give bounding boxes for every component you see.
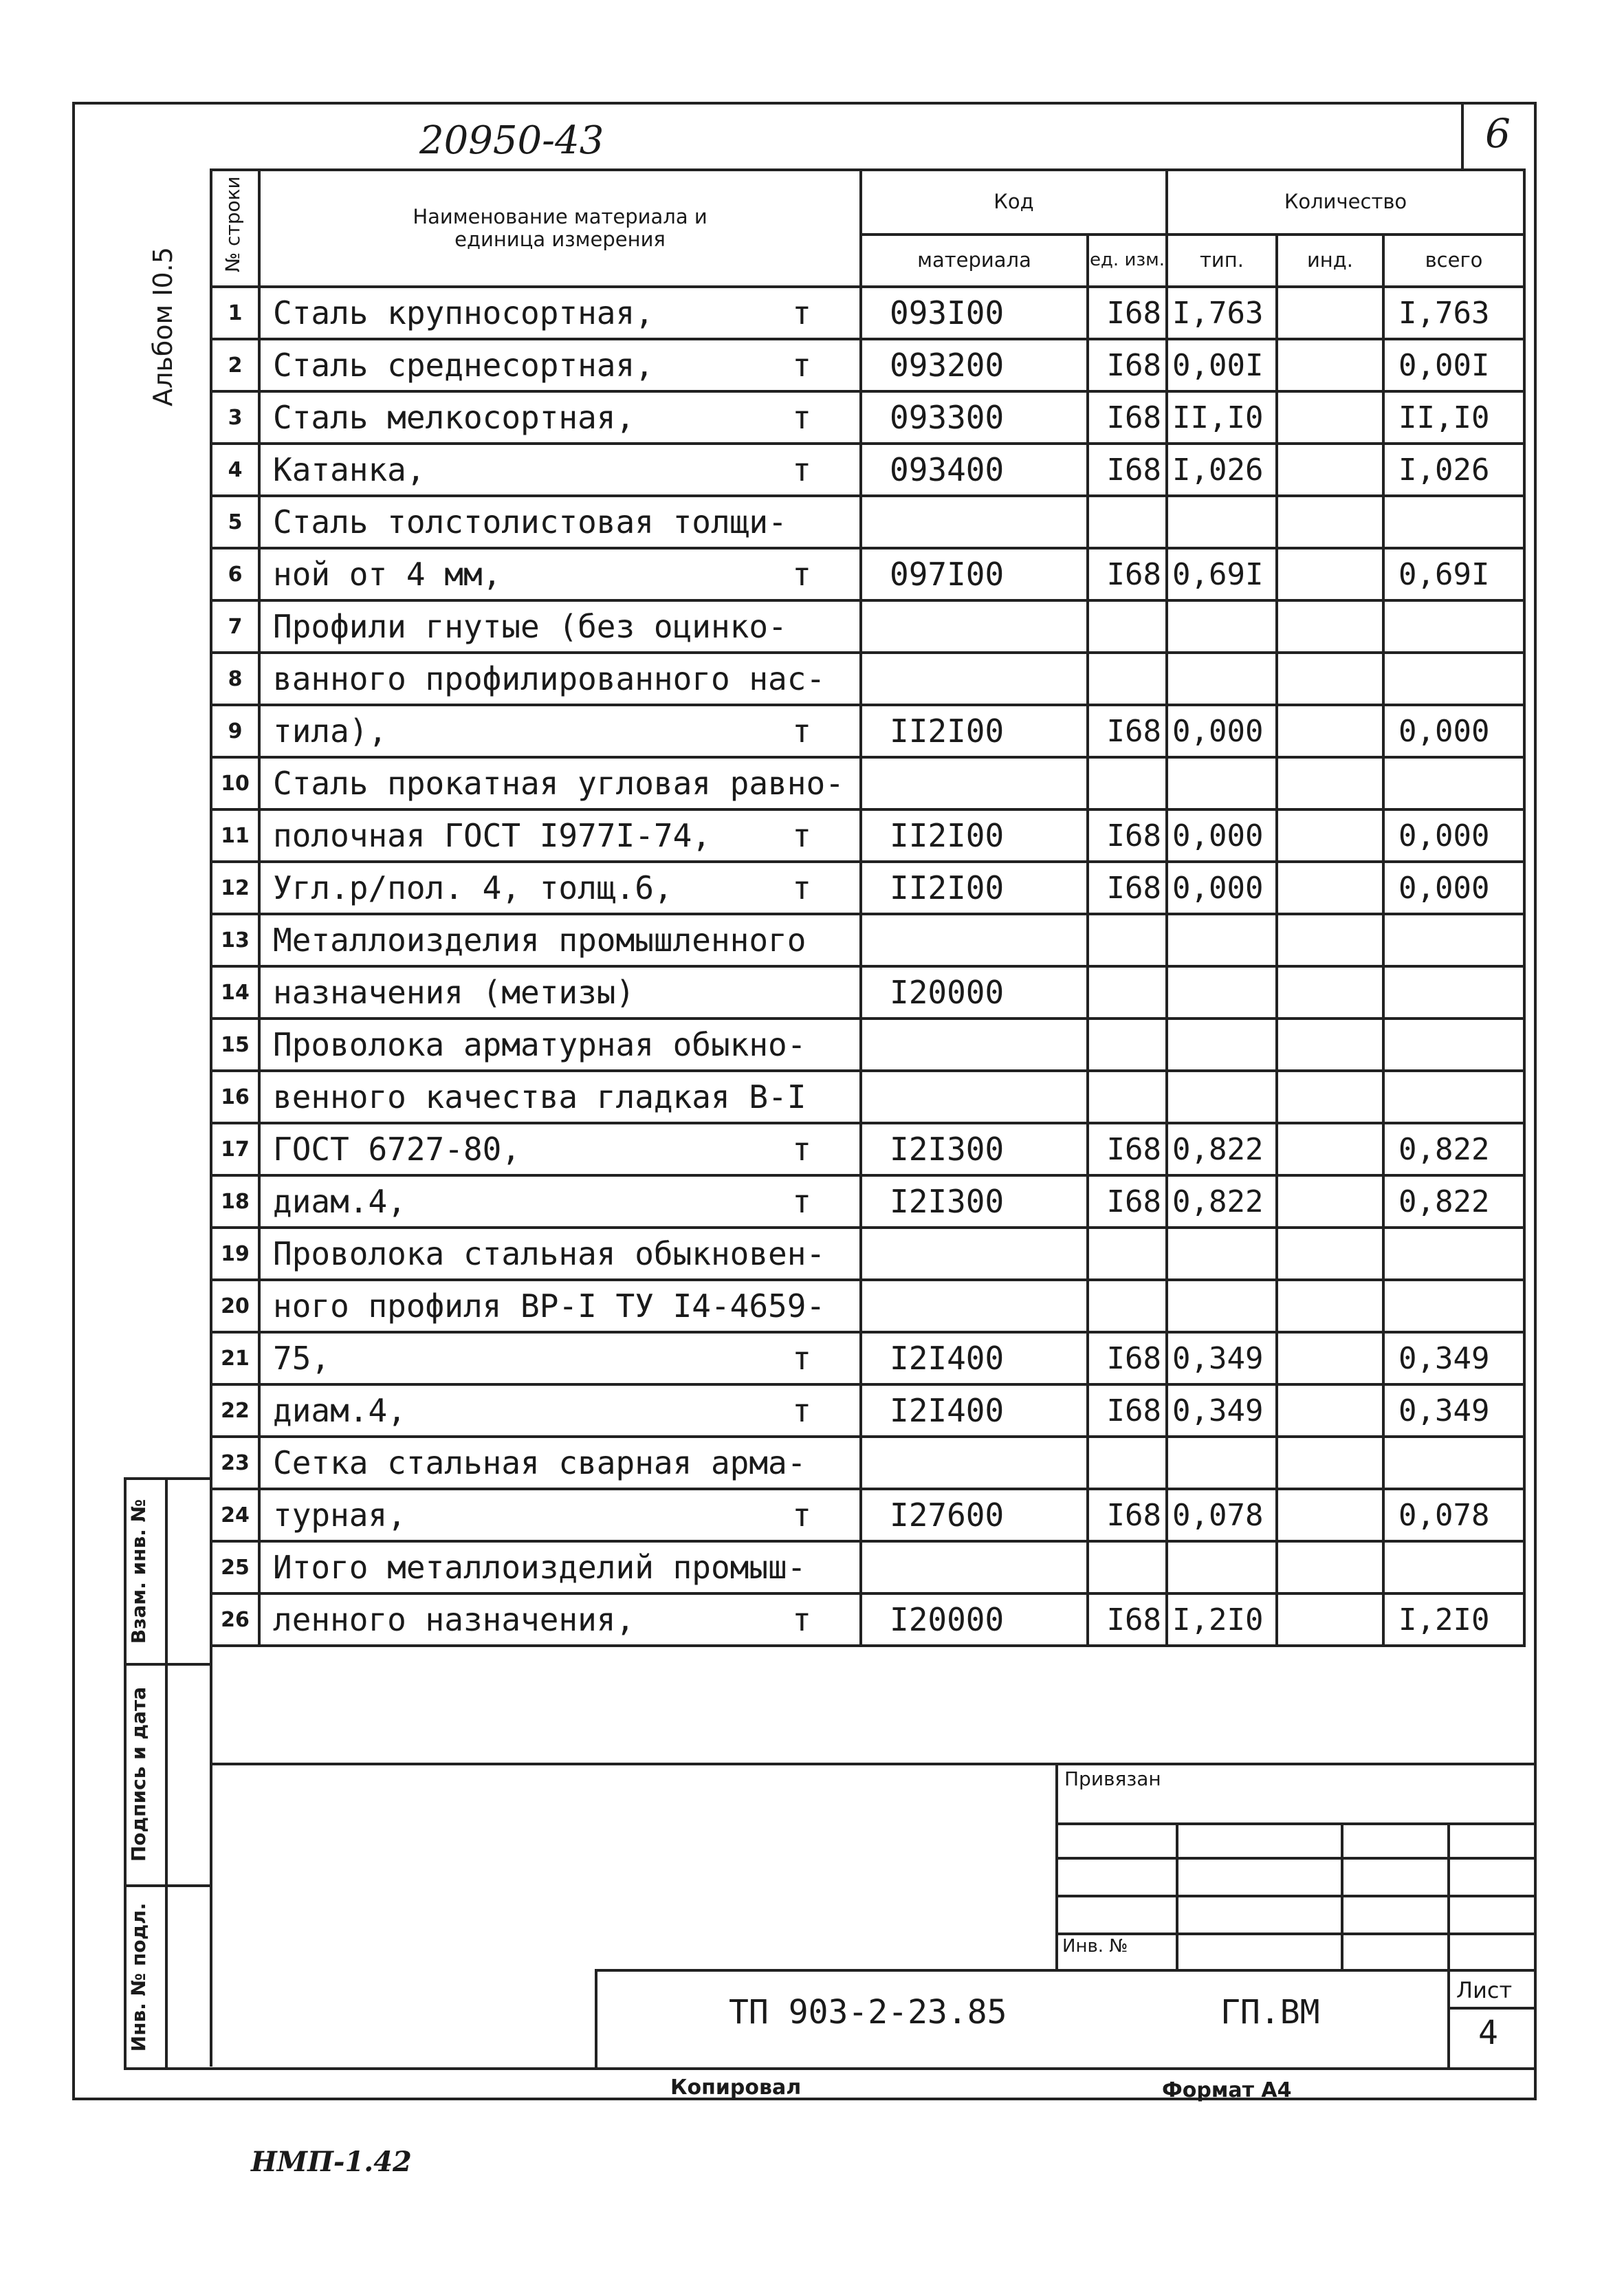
row-ind — [1277, 757, 1383, 809]
row-unit-letter: т — [792, 399, 811, 436]
row-name: Профили гнутые (без оцинко- — [273, 608, 787, 645]
row-typ — [1167, 757, 1277, 809]
row-name: Угл.р/пол. 4, толщ.6, — [273, 869, 673, 906]
row-number: 23 — [211, 1437, 259, 1489]
row-name-cell — [259, 809, 861, 862]
row-name-cell — [259, 1384, 861, 1437]
row-name-cell — [259, 391, 861, 444]
row-ind — [1277, 862, 1383, 914]
row-name: Катанка, — [273, 451, 426, 488]
row-name: Проволока арматурная обыкно- — [273, 1026, 806, 1063]
table-row — [211, 862, 1524, 914]
row-total — [1383, 1541, 1524, 1593]
row-number: 16 — [211, 1071, 259, 1123]
header-name: Наименование материала и единица измерения — [259, 170, 861, 287]
table-bottom-line — [210, 1763, 1537, 1765]
row-total: I,2I0 — [1383, 1593, 1524, 1646]
row-typ — [1167, 1019, 1277, 1071]
row-name-cell — [259, 862, 861, 914]
row-name: Сталь крупносортная, — [273, 294, 654, 331]
tb-line-1 — [1055, 1822, 1537, 1825]
row-name-cell — [259, 705, 861, 757]
page-mark-box-line — [1461, 102, 1464, 168]
row-code: 093I00 — [861, 287, 1088, 339]
row-name: ной от 4 мм, — [273, 556, 502, 593]
row-code — [861, 1228, 1088, 1280]
row-name-cell — [259, 1593, 861, 1646]
row-unit-code: I68 — [1088, 444, 1167, 496]
row-code — [861, 1019, 1088, 1071]
footer-format: Формат А4 — [1162, 2078, 1292, 2102]
tb-code: ТП 903-2-23.85 — [729, 1993, 1007, 2032]
row-name-cell — [259, 1280, 861, 1332]
row-unit-code: I68 — [1088, 339, 1167, 391]
tb-main-bottom — [210, 2067, 1537, 2070]
table-row — [211, 1384, 1524, 1437]
row-ind — [1277, 705, 1383, 757]
row-typ: 0,000 — [1167, 705, 1277, 757]
row-ind — [1277, 809, 1383, 862]
row-typ: 0,69I — [1167, 548, 1277, 600]
row-ind — [1277, 1437, 1383, 1489]
table-row — [211, 600, 1524, 653]
row-name-cell — [259, 1175, 861, 1228]
row-typ: I,2I0 — [1167, 1593, 1277, 1646]
row-name: Проволока стальная обыкновен- — [273, 1235, 826, 1272]
tb-main-top — [595, 1969, 1537, 1972]
row-total: I,026 — [1383, 444, 1524, 496]
row-total: II,I0 — [1383, 391, 1524, 444]
row-typ — [1167, 1228, 1277, 1280]
row-number: 12 — [211, 862, 259, 914]
row-total — [1383, 1437, 1524, 1489]
tb-sheet-label: Лист — [1456, 1977, 1513, 2003]
row-unit-code — [1088, 1280, 1167, 1332]
row-unit-letter: т — [792, 1131, 811, 1168]
header-code: Код — [861, 170, 1167, 235]
row-ind — [1277, 1280, 1383, 1332]
row-typ — [1167, 1437, 1277, 1489]
row-typ: II,I0 — [1167, 391, 1277, 444]
row-number: 20 — [211, 1280, 259, 1332]
row-name-cell — [259, 1437, 861, 1489]
row-name-cell — [259, 1123, 861, 1175]
row-name-cell — [259, 1332, 861, 1384]
row-name-cell — [259, 1019, 861, 1071]
row-typ: I,763 — [1167, 287, 1277, 339]
table-row — [211, 1071, 1524, 1123]
header-quantity: Количество — [1167, 170, 1524, 235]
row-name: венного качества гладкая В-I — [273, 1078, 806, 1115]
row-number: 15 — [211, 1019, 259, 1071]
row-unit-code — [1088, 1019, 1167, 1071]
row-unit-code: I68 — [1088, 1175, 1167, 1228]
row-typ: 0,349 — [1167, 1332, 1277, 1384]
tb-mark: ГП.ВМ — [1220, 1993, 1320, 2032]
table-row — [211, 1175, 1524, 1228]
row-unit-code: I68 — [1088, 548, 1167, 600]
table-row — [211, 1541, 1524, 1593]
table-row — [211, 496, 1524, 548]
row-total: 0,000 — [1383, 705, 1524, 757]
row-number: 18 — [211, 1175, 259, 1228]
row-ind — [1277, 1071, 1383, 1123]
row-code — [861, 1437, 1088, 1489]
row-typ: 0,000 — [1167, 809, 1277, 862]
stamp-inv-vzam: Взам. инв. № — [127, 1499, 150, 1644]
row-code — [861, 1071, 1088, 1123]
row-name: диам.4, — [273, 1392, 406, 1429]
row-ind — [1277, 653, 1383, 705]
page-mark: 6 — [1485, 110, 1511, 157]
row-ind — [1277, 391, 1383, 444]
row-typ: 0,00I — [1167, 339, 1277, 391]
row-total: 0,078 — [1383, 1489, 1524, 1541]
row-typ — [1167, 966, 1277, 1019]
row-name: турная, — [273, 1496, 406, 1534]
footer-bottom-note: НМП-1.42 — [251, 2146, 412, 2178]
row-code — [861, 1541, 1088, 1593]
row-unit-letter: т — [792, 451, 811, 488]
tb-line-2 — [1055, 1857, 1537, 1860]
row-code: II2I00 — [861, 809, 1088, 862]
stamp-left-line — [124, 1477, 127, 2067]
table-row — [211, 757, 1524, 809]
row-total: 0,349 — [1383, 1332, 1524, 1384]
row-name: Сталь среднесортная, — [273, 347, 654, 384]
row-ind — [1277, 339, 1383, 391]
row-typ: 0,349 — [1167, 1384, 1277, 1437]
row-total — [1383, 1228, 1524, 1280]
row-unit-letter: т — [792, 556, 811, 593]
row-name-cell — [259, 1228, 861, 1280]
row-unit-code — [1088, 966, 1167, 1019]
table-row — [211, 809, 1524, 862]
row-typ — [1167, 914, 1277, 966]
row-code: I2I400 — [861, 1384, 1088, 1437]
row-code: I2I300 — [861, 1175, 1088, 1228]
row-unit-code — [1088, 600, 1167, 653]
row-number: 1 — [211, 287, 259, 339]
tb-main-left — [595, 1969, 597, 2067]
row-number: 6 — [211, 548, 259, 600]
header-total: всего — [1383, 235, 1524, 287]
row-unit-code — [1088, 1228, 1167, 1280]
table-row — [211, 391, 1524, 444]
row-name: тила), — [273, 712, 388, 750]
row-ind — [1277, 287, 1383, 339]
row-ind — [1277, 496, 1383, 548]
stamp-inv-podl: Инв. № подл. — [127, 1902, 150, 2052]
row-name-cell — [259, 339, 861, 391]
row-unit-letter: т — [792, 817, 811, 854]
tb-col-1 — [1176, 1822, 1178, 1970]
tb-sheet-div — [1447, 2007, 1537, 2010]
table-row — [211, 1123, 1524, 1175]
row-code — [861, 1280, 1088, 1332]
row-ind — [1277, 1123, 1383, 1175]
row-code: I27600 — [861, 1489, 1088, 1541]
row-code: 093300 — [861, 391, 1088, 444]
row-total — [1383, 496, 1524, 548]
row-unit-code — [1088, 496, 1167, 548]
row-ind — [1277, 1019, 1383, 1071]
row-unit-letter: т — [792, 1340, 811, 1377]
row-name: 75, — [273, 1340, 331, 1377]
stamp-mid-line — [165, 1477, 168, 2067]
stamp-sign-date: Подпись и дата — [127, 1686, 150, 1862]
row-name-cell — [259, 966, 861, 1019]
row-name: ванного профилированного нас- — [273, 660, 826, 697]
row-unit-code: I68 — [1088, 287, 1167, 339]
table-row — [211, 914, 1524, 966]
row-unit-code — [1088, 1437, 1167, 1489]
row-typ: I,026 — [1167, 444, 1277, 496]
row-code: II2I00 — [861, 705, 1088, 757]
row-unit-code — [1088, 1071, 1167, 1123]
row-name-cell — [259, 287, 861, 339]
row-code: I2I400 — [861, 1332, 1088, 1384]
row-total: 0,349 — [1383, 1384, 1524, 1437]
row-number: 24 — [211, 1489, 259, 1541]
row-ind — [1277, 1332, 1383, 1384]
row-number: 19 — [211, 1228, 259, 1280]
row-code: II2I00 — [861, 862, 1088, 914]
row-unit-code: I68 — [1088, 809, 1167, 862]
row-unit-code: I68 — [1088, 1123, 1167, 1175]
row-name-cell — [259, 496, 861, 548]
row-unit-letter: т — [792, 1496, 811, 1534]
row-number: 5 — [211, 496, 259, 548]
table-row — [211, 548, 1524, 600]
row-total — [1383, 600, 1524, 653]
row-unit-code: I68 — [1088, 1332, 1167, 1384]
row-name-cell — [259, 653, 861, 705]
row-unit-code: I68 — [1088, 391, 1167, 444]
row-unit-code — [1088, 1541, 1167, 1593]
row-unit-letter: т — [792, 869, 811, 906]
row-code — [861, 757, 1088, 809]
row-name-cell — [259, 1489, 861, 1541]
row-code: I20000 — [861, 966, 1088, 1019]
row-total: 0,822 — [1383, 1175, 1524, 1228]
row-unit-code: I68 — [1088, 1593, 1167, 1646]
row-name: Сталь мелкосортная, — [273, 399, 635, 436]
table-row — [211, 966, 1524, 1019]
row-code: I20000 — [861, 1593, 1088, 1646]
tb-line-3 — [1055, 1895, 1537, 1897]
row-code: I2I300 — [861, 1123, 1088, 1175]
materials-table — [210, 168, 1526, 1647]
table-row — [211, 1280, 1524, 1332]
row-ind — [1277, 1228, 1383, 1280]
row-number: 9 — [211, 705, 259, 757]
row-typ: 0,822 — [1167, 1175, 1277, 1228]
row-total: 0,69I — [1383, 548, 1524, 600]
row-ind — [1277, 548, 1383, 600]
table-row — [211, 1332, 1524, 1384]
row-total: 0,00I — [1383, 339, 1524, 391]
table-row — [211, 1489, 1524, 1541]
row-name: Сталь прокатная угловая равно- — [273, 765, 844, 802]
row-unit-letter: т — [792, 347, 811, 384]
tb-col-3 — [1447, 1822, 1450, 1970]
row-ind — [1277, 444, 1383, 496]
row-number: 25 — [211, 1541, 259, 1593]
table-row — [211, 287, 1524, 339]
row-number: 13 — [211, 914, 259, 966]
row-code — [861, 914, 1088, 966]
table-row — [211, 705, 1524, 757]
header-ind: инд. — [1277, 235, 1383, 287]
row-code: 093200 — [861, 339, 1088, 391]
row-unit-letter: т — [792, 294, 811, 331]
row-unit-code — [1088, 914, 1167, 966]
row-number: 17 — [211, 1123, 259, 1175]
row-total — [1383, 1280, 1524, 1332]
row-total — [1383, 757, 1524, 809]
row-unit-letter: т — [792, 1392, 811, 1429]
row-number: 2 — [211, 339, 259, 391]
row-ind — [1277, 966, 1383, 1019]
row-number: 8 — [211, 653, 259, 705]
row-total: I,763 — [1383, 287, 1524, 339]
row-total — [1383, 1071, 1524, 1123]
row-code: 097I00 — [861, 548, 1088, 600]
row-number: 21 — [211, 1332, 259, 1384]
table-row — [211, 653, 1524, 705]
row-ind — [1277, 1489, 1383, 1541]
row-name: ГОСТ 6727-80, — [273, 1131, 521, 1168]
table-row — [211, 339, 1524, 391]
row-number: 26 — [211, 1593, 259, 1646]
row-name: Итого металлоизделий промыш- — [273, 1549, 806, 1586]
row-unit-code: I68 — [1088, 1489, 1167, 1541]
row-total: 0,822 — [1383, 1123, 1524, 1175]
row-unit-letter: т — [792, 1183, 811, 1220]
header-typ: тип. — [1167, 235, 1277, 287]
row-name: полочная ГОСТ I977I-74, — [273, 817, 711, 854]
row-name-cell — [259, 1071, 861, 1123]
row-name-cell — [259, 1541, 861, 1593]
row-total: 0,000 — [1383, 809, 1524, 862]
frame-bottom-line — [72, 2098, 1537, 2100]
row-number: 7 — [211, 600, 259, 653]
frame-right-line — [1534, 102, 1537, 2098]
row-ind — [1277, 600, 1383, 653]
row-typ — [1167, 1071, 1277, 1123]
row-name-cell — [259, 600, 861, 653]
row-ind — [1277, 1384, 1383, 1437]
table-row — [211, 444, 1524, 496]
row-total — [1383, 1019, 1524, 1071]
row-name: ного профиля ВР-I ТУ I4-4659- — [273, 1287, 826, 1325]
row-number: 22 — [211, 1384, 259, 1437]
row-unit-code: I68 — [1088, 862, 1167, 914]
row-unit-letter: т — [792, 1601, 811, 1638]
table-row — [211, 1019, 1524, 1071]
row-number: 4 — [211, 444, 259, 496]
row-typ: 0,000 — [1167, 862, 1277, 914]
tb-line-4 — [1055, 1933, 1537, 1935]
row-typ — [1167, 1541, 1277, 1593]
doc-number-top: 20950-43 — [419, 118, 604, 163]
tb-inv-no-label: Инв. № — [1062, 1936, 1128, 1957]
row-name-cell — [259, 757, 861, 809]
row-name: Металлоизделия промышленного — [273, 922, 806, 959]
row-unit-letter: т — [792, 712, 811, 750]
row-code — [861, 496, 1088, 548]
row-typ — [1167, 600, 1277, 653]
row-unit-code: I68 — [1088, 1384, 1167, 1437]
row-name: диам.4, — [273, 1183, 406, 1220]
row-number: 10 — [211, 757, 259, 809]
table-row — [211, 1437, 1524, 1489]
row-unit-code: I68 — [1088, 705, 1167, 757]
row-total — [1383, 966, 1524, 1019]
tb-privyazan-label: Привязан — [1064, 1767, 1161, 1790]
row-ind — [1277, 1541, 1383, 1593]
row-name: Сталь толстолистовая толщи- — [273, 503, 787, 541]
row-unit-code — [1088, 653, 1167, 705]
tb-sheet-no: 4 — [1478, 2014, 1498, 2052]
row-total: 0,000 — [1383, 862, 1524, 914]
row-ind — [1277, 1175, 1383, 1228]
row-unit-code — [1088, 757, 1167, 809]
row-name-cell — [259, 444, 861, 496]
row-name-cell — [259, 548, 861, 600]
row-code — [861, 653, 1088, 705]
row-typ — [1167, 496, 1277, 548]
tb-privyazan-left — [1055, 1763, 1058, 1969]
header-row-no: № строки — [211, 170, 259, 287]
header-unit: ед. изм. — [1088, 235, 1167, 287]
album-label: Альбом I0.5 — [148, 247, 178, 406]
footer-kopiroval: Копировал — [670, 2076, 802, 2100]
row-number: 11 — [211, 809, 259, 862]
frame-left-line — [72, 102, 75, 2098]
row-typ — [1167, 1280, 1277, 1332]
row-ind — [1277, 914, 1383, 966]
frame-top-line — [72, 102, 1537, 105]
row-name-cell — [259, 914, 861, 966]
row-name: назначения (метизы) — [273, 974, 635, 1011]
tb-col-2 — [1341, 1822, 1343, 1970]
row-number: 3 — [211, 391, 259, 444]
row-total — [1383, 653, 1524, 705]
row-typ: 0,822 — [1167, 1123, 1277, 1175]
row-name: ленного назначения, — [273, 1601, 635, 1638]
row-typ: 0,078 — [1167, 1489, 1277, 1541]
row-code — [861, 600, 1088, 653]
row-code: 093400 — [861, 444, 1088, 496]
header-material: материала — [861, 235, 1088, 287]
row-typ — [1167, 653, 1277, 705]
tb-sheet-left — [1447, 1970, 1450, 2067]
row-total — [1383, 914, 1524, 966]
table-header-row-1 — [211, 170, 1524, 235]
row-ind — [1277, 1593, 1383, 1646]
row-number: 14 — [211, 966, 259, 1019]
table-row — [211, 1228, 1524, 1280]
row-name: Сетка стальная сварная арма- — [273, 1444, 806, 1481]
table-row — [211, 1593, 1524, 1646]
